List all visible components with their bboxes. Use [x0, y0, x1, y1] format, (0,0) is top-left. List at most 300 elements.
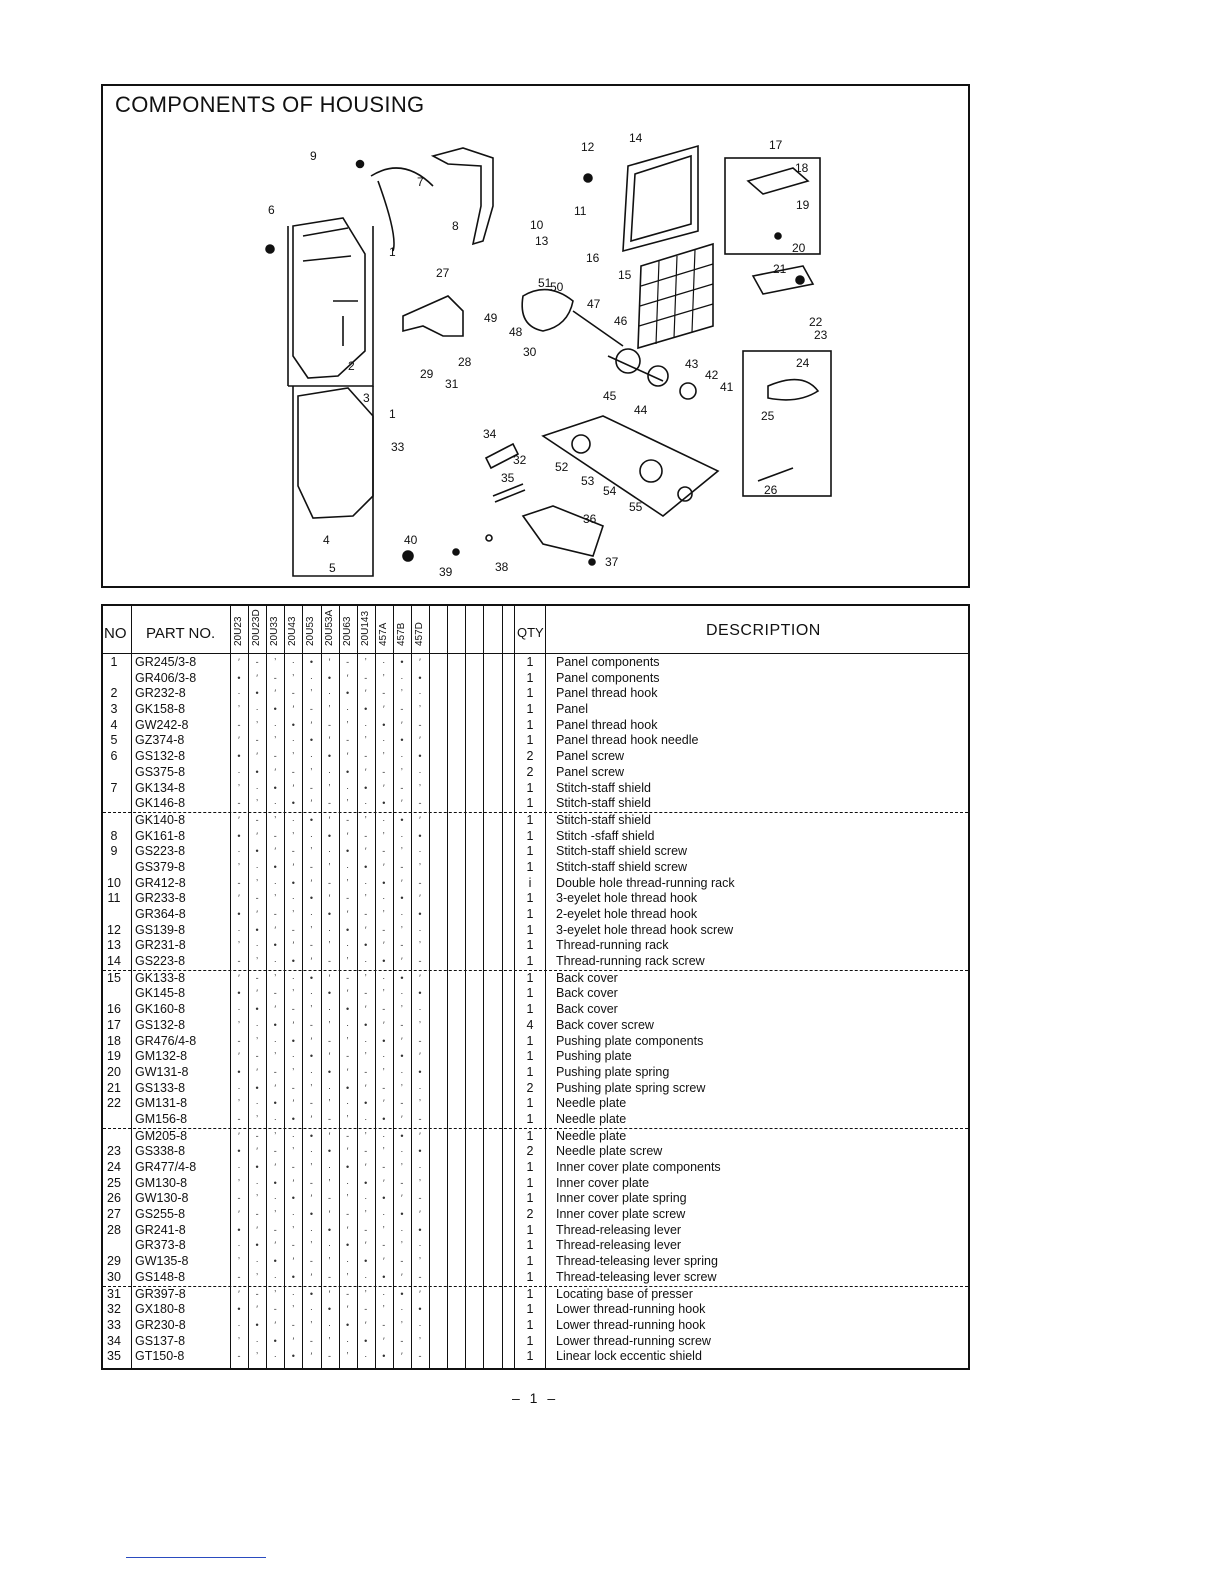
quantity: 1 — [526, 1128, 534, 1143]
model-mark: · — [273, 877, 277, 888]
row-number: 6 — [110, 749, 118, 764]
callout-44: 44 — [634, 403, 648, 417]
model-mark: ‐ — [273, 1146, 277, 1157]
model-mark: • — [418, 830, 422, 841]
table-row — [103, 718, 968, 734]
model-mark: • — [327, 988, 332, 999]
model-mark: · — [346, 1019, 350, 1030]
model-mark: ʼ — [400, 924, 403, 935]
model-mark: ‐ — [291, 766, 295, 777]
row-number: 17 — [107, 1017, 121, 1032]
part-number: GM205-8 — [135, 1128, 188, 1143]
description: Thread-running rack screw — [556, 954, 705, 969]
model-mark: • — [309, 1051, 313, 1062]
model-mark: ʼ — [364, 1130, 367, 1141]
model-mark: ʼ — [364, 1288, 367, 1299]
bottom-rule — [126, 1557, 266, 1558]
model-mark: ′ — [256, 1224, 258, 1235]
model-mark: · — [328, 688, 331, 699]
model-mark: ʼ — [346, 1035, 349, 1046]
callout-14: 14 — [629, 131, 643, 145]
model-mark: • — [291, 877, 295, 888]
model-mark: · — [237, 924, 241, 935]
model-mark: · — [237, 688, 241, 699]
model-mark: • — [327, 1224, 332, 1235]
part-number: GK160-8 — [135, 1002, 186, 1017]
model-mark: ‐ — [309, 782, 313, 793]
model-mark: · — [309, 751, 313, 762]
part-number: GK133-8 — [135, 970, 186, 985]
model-mark: ′ — [364, 1240, 367, 1251]
callout-9: 9 — [310, 149, 317, 163]
callout-24: 24 — [796, 356, 810, 370]
model-mark: ‐ — [382, 1319, 386, 1330]
model-mark: ′ — [346, 1066, 349, 1077]
quantity: 1 — [526, 1333, 534, 1348]
model-header: 20U53A — [323, 609, 335, 646]
model-header: 20U33 — [269, 616, 281, 646]
model-mark: ‐ — [309, 1177, 313, 1188]
model-mark: · — [237, 1004, 241, 1015]
callout-30: 30 — [523, 345, 537, 359]
quantity: 1 — [526, 891, 534, 906]
model-mark: · — [237, 1162, 241, 1172]
model-header: 20U23 — [233, 616, 244, 646]
model-mark: ′ — [401, 956, 403, 967]
model-mark: · — [328, 924, 331, 935]
row-number: 35 — [107, 1349, 121, 1364]
model-mark: ‐ — [255, 1209, 259, 1220]
model-mark: ‐ — [328, 1193, 331, 1204]
model-mark: · — [382, 1130, 386, 1141]
quantity: 1 — [526, 1049, 534, 1064]
model-mark: · — [400, 988, 404, 999]
model-mark: • — [309, 735, 313, 746]
table-row — [103, 702, 968, 718]
model-mark: ′ — [292, 1256, 295, 1267]
model-mark: ‐ — [382, 766, 386, 777]
model-mark: · — [382, 972, 386, 983]
model-mark: · — [382, 1051, 386, 1062]
parts-table — [101, 604, 970, 1370]
staff-shield-part — [371, 168, 433, 251]
model-mark: ′ — [419, 1288, 421, 1299]
part-number: GR245/3-8 — [135, 655, 197, 669]
model-mark: ′ — [256, 751, 258, 762]
row-number: 23 — [107, 1144, 121, 1159]
callout-51: 51 — [538, 276, 552, 290]
description: Pushing plate components — [556, 1033, 704, 1048]
model-mark: • — [327, 1066, 332, 1077]
model-mark: ʼ — [238, 1019, 240, 1030]
model-mark: ′ — [346, 830, 349, 841]
description: Lower thread-running screw — [556, 1333, 711, 1348]
row-number: 28 — [107, 1222, 121, 1237]
model-mark: • — [364, 1019, 368, 1030]
mechanism-part — [522, 290, 573, 331]
callout-10: 10 — [530, 218, 544, 232]
model-mark: ʼ — [310, 846, 313, 857]
row-number: 26 — [107, 1191, 121, 1206]
description: Inner cover plate — [556, 1175, 650, 1190]
model-mark: · — [400, 909, 404, 919]
callout-40: 40 — [404, 533, 418, 547]
model-mark: ‐ — [309, 1335, 313, 1346]
model-mark: ʼ — [310, 1004, 313, 1015]
model-mark: ʼ — [328, 782, 331, 793]
model-mark: · — [291, 657, 295, 667]
model-mark: ‐ — [309, 1098, 313, 1109]
part-number: GX180-8 — [135, 1302, 186, 1317]
model-mark: • — [291, 1035, 295, 1046]
model-mark: • — [418, 909, 422, 919]
description: Lower thread-running hook — [556, 1302, 706, 1317]
model-mark: ‐ — [328, 719, 331, 730]
quantity: 1 — [526, 907, 534, 921]
model-mark: ‐ — [418, 956, 422, 967]
model-mark: ′ — [346, 1224, 349, 1235]
table-row — [103, 1129, 968, 1145]
model-mark: ‐ — [382, 1162, 386, 1172]
model-mark: · — [291, 814, 295, 825]
model-mark: ʼ — [328, 1019, 331, 1030]
model-mark: ʼ — [346, 1351, 349, 1362]
description: 3-eyelet hole thread hook — [556, 891, 698, 906]
model-mark: · — [400, 830, 404, 841]
model-mark: · — [400, 1304, 404, 1315]
model-mark: • — [346, 1319, 350, 1330]
model-mark: ‐ — [346, 657, 350, 667]
description: Back cover — [556, 986, 618, 1001]
quantity: 2 — [526, 1080, 534, 1095]
quantity: 1 — [526, 1286, 534, 1301]
model-mark: ʼ — [238, 1256, 240, 1267]
callout-37: 37 — [605, 555, 619, 569]
model-mark: • — [255, 924, 259, 935]
part-number: GW131-8 — [135, 1064, 189, 1079]
model-mark: · — [364, 877, 368, 888]
row-number: 25 — [107, 1175, 121, 1190]
description: Panel components — [556, 670, 660, 685]
model-mark: ʼ — [274, 972, 277, 983]
row-number: 34 — [107, 1333, 121, 1348]
row-number: 18 — [107, 1033, 121, 1048]
model-mark: ′ — [292, 1098, 295, 1109]
model-mark: ‐ — [418, 1035, 422, 1046]
table-row — [103, 1334, 968, 1350]
model-mark: ′ — [419, 1051, 421, 1062]
quantity: 1 — [526, 922, 534, 937]
table-row — [103, 765, 968, 781]
model-mark: ′ — [274, 1240, 277, 1251]
model-mark: ‐ — [328, 798, 331, 809]
model-mark: ′ — [401, 877, 403, 888]
model-mark: ′ — [364, 1082, 367, 1093]
model-mark: ′ — [274, 1004, 277, 1015]
header-no: NO — [104, 625, 127, 642]
table-body — [103, 655, 968, 1365]
callout-43: 43 — [685, 357, 699, 371]
model-mark: · — [382, 893, 386, 904]
callout-50: 50 — [550, 280, 564, 294]
model-mark: ʼ — [238, 704, 240, 715]
model-mark: ′ — [382, 940, 385, 951]
model-mark: · — [291, 972, 295, 983]
model-mark: ‐ — [255, 735, 259, 746]
model-mark: • — [237, 672, 241, 683]
table-row — [103, 829, 968, 845]
model-mark: ‐ — [291, 1319, 295, 1330]
model-mark: ‐ — [328, 877, 331, 888]
model-mark: ʼ — [346, 1193, 349, 1204]
model-mark: ′ — [419, 1130, 421, 1141]
model-mark: • — [400, 1051, 404, 1062]
model-mark: ′ — [328, 1209, 331, 1220]
model-mark: ‐ — [364, 1066, 368, 1077]
model-mark: ′ — [292, 704, 295, 715]
model-mark: ‐ — [237, 1035, 241, 1046]
model-mark: ′ — [364, 688, 367, 699]
lever-part — [403, 296, 463, 336]
model-mark: ʼ — [400, 1004, 403, 1015]
model-mark: ‐ — [237, 1351, 241, 1362]
model-mark: · — [273, 1113, 277, 1124]
model-mark: ′ — [401, 1113, 403, 1124]
callout-1: 1 — [389, 407, 396, 421]
model-mark: ‐ — [328, 1271, 331, 1282]
model-header: 20U53 — [305, 616, 317, 646]
description: Inner cover plate components — [556, 1160, 721, 1174]
model-mark: · — [255, 1256, 259, 1267]
description: Back cover — [556, 970, 618, 985]
model-mark: • — [327, 1146, 332, 1157]
model-mark: • — [418, 988, 422, 999]
description: Pushing plate spring — [556, 1064, 670, 1079]
model-mark: ʼ — [419, 940, 421, 951]
model-mark: · — [273, 1271, 277, 1282]
row-number: 33 — [107, 1317, 121, 1332]
model-mark: ʼ — [292, 1224, 295, 1235]
row-number: 7 — [110, 780, 118, 795]
part-number: GR231-8 — [135, 938, 186, 953]
model-mark: ʼ — [400, 766, 403, 777]
part-number: GS132-8 — [135, 749, 186, 764]
model-mark: ʼ — [400, 688, 403, 699]
model-mark: ʼ — [292, 830, 295, 841]
model-mark: ′ — [401, 1035, 403, 1046]
model-mark: • — [291, 1113, 295, 1124]
quantity: 1 — [526, 655, 534, 669]
model-mark: • — [255, 1082, 259, 1093]
callout-20: 20 — [792, 241, 806, 255]
model-mark: • — [364, 940, 368, 951]
model-mark: ′ — [238, 1209, 240, 1220]
quantity: 1 — [526, 954, 534, 969]
model-mark: · — [309, 672, 313, 683]
model-mark: · — [273, 798, 277, 809]
model-mark: ʼ — [346, 956, 349, 967]
model-mark: • — [255, 1004, 259, 1015]
callout-13: 13 — [535, 234, 549, 248]
quantity: 1 — [526, 1222, 534, 1237]
table-row — [103, 1349, 968, 1365]
model-mark: · — [255, 782, 259, 793]
model-header: 20U43 — [287, 616, 299, 646]
model-mark: ‐ — [237, 1193, 241, 1204]
model-mark: ′ — [238, 893, 240, 904]
page-number: – 1 – — [512, 1390, 559, 1406]
model-mark: · — [364, 1193, 368, 1204]
model-mark: ′ — [310, 956, 313, 967]
description: Stitch-staff shield — [556, 796, 651, 811]
model-mark: ʼ — [419, 1335, 421, 1346]
table-row — [103, 749, 968, 765]
model-mark: ʼ — [256, 1193, 259, 1204]
model-mark: ′ — [238, 657, 240, 667]
part-number: GS223-8 — [135, 954, 186, 969]
model-mark: • — [364, 1177, 368, 1188]
model-mark: ‐ — [309, 1019, 313, 1030]
model-mark: ′ — [292, 1177, 295, 1188]
model-mark: · — [400, 1066, 404, 1077]
description: Linear lock eccentic shield — [556, 1349, 702, 1364]
model-mark: ′ — [401, 1193, 403, 1204]
model-mark: ′ — [382, 1177, 385, 1188]
quantity: 1 — [526, 1238, 534, 1253]
model-mark: ′ — [238, 972, 240, 983]
description: Lower thread-running hook — [556, 1317, 706, 1332]
model-mark: ‐ — [364, 1146, 368, 1157]
model-mark: ‐ — [237, 719, 241, 730]
model-mark: ‐ — [255, 657, 259, 667]
model-mark: • — [273, 704, 277, 715]
model-mark: ′ — [346, 672, 349, 683]
model-mark: ‐ — [346, 1051, 350, 1062]
model-mark: ′ — [346, 751, 349, 762]
model-mark: ‐ — [291, 846, 295, 857]
model-mark: ʼ — [328, 1177, 331, 1188]
model-mark: ‐ — [346, 1209, 350, 1220]
model-mark: · — [255, 704, 259, 715]
quantity: 1 — [526, 796, 534, 811]
model-mark: · — [346, 1098, 350, 1109]
table-row — [103, 1207, 968, 1223]
model-mark: ′ — [292, 1019, 295, 1030]
callout-7: 7 — [417, 175, 424, 189]
description: 3-eyelet hole thread hook screw — [556, 922, 734, 937]
model-mark: ʼ — [400, 846, 403, 857]
table-row — [103, 1254, 968, 1270]
model-mark: · — [309, 909, 313, 919]
quantity: 1 — [526, 686, 534, 701]
model-mark: ′ — [238, 1130, 240, 1141]
model-mark: · — [273, 956, 277, 967]
model-mark: · — [237, 766, 241, 777]
model-mark: ′ — [274, 924, 277, 935]
model-mark: ʼ — [346, 798, 349, 809]
quantity: 1 — [526, 1254, 534, 1269]
quantity: 1 — [526, 859, 534, 874]
model-mark: ʼ — [310, 688, 313, 699]
model-mark: · — [255, 861, 259, 872]
model-mark: ‐ — [400, 1098, 404, 1109]
model-mark: · — [328, 1240, 331, 1251]
quantity: 1 — [526, 717, 534, 732]
model-mark: ′ — [364, 924, 367, 935]
model-mark: • — [382, 1193, 386, 1204]
callout-41: 41 — [720, 380, 734, 394]
model-mark: ‐ — [364, 830, 368, 841]
model-mark: ʼ — [382, 672, 385, 683]
model-mark: ′ — [364, 766, 367, 777]
model-mark: • — [382, 719, 386, 730]
model-mark: ‐ — [291, 1240, 295, 1251]
model-mark: ‐ — [273, 1304, 277, 1315]
callout-55: 55 — [629, 500, 643, 514]
description: Thread-teleasing lever screw — [556, 1269, 717, 1284]
model-mark: ʼ — [346, 1113, 349, 1124]
model-mark: ‐ — [382, 1004, 386, 1015]
model-mark: ‐ — [400, 704, 404, 715]
row-number: 8 — [110, 828, 118, 843]
model-mark: • — [400, 1130, 404, 1141]
model-mark: · — [273, 1193, 277, 1204]
model-mark: · — [291, 735, 295, 746]
part-number: GR233-8 — [135, 891, 186, 906]
model-mark: ‐ — [382, 924, 386, 935]
model-mark: · — [418, 1162, 422, 1172]
callout-38: 38 — [495, 560, 509, 574]
quantity: 1 — [526, 670, 534, 685]
part-number: GR364-8 — [135, 907, 186, 921]
model-mark: • — [382, 1035, 386, 1046]
table-row — [103, 1270, 968, 1287]
model-mark: ′ — [382, 1019, 385, 1030]
model-mark: ʼ — [346, 719, 349, 730]
callout-1: 1 — [389, 245, 396, 259]
model-mark: • — [346, 1240, 350, 1251]
model-mark: • — [273, 1177, 277, 1188]
model-mark: · — [418, 688, 422, 699]
callout-15: 15 — [618, 268, 632, 282]
model-mark: ′ — [328, 814, 331, 825]
model-mark: ‐ — [255, 814, 259, 825]
table-row — [103, 1002, 968, 1018]
model-mark: ‐ — [291, 924, 295, 935]
table-row — [103, 971, 968, 987]
diagram-title: COMPONENTS OF HOUSING — [115, 92, 425, 117]
description: Thread-teleasing lever spring — [556, 1254, 718, 1269]
model-mark: ʼ — [419, 782, 421, 793]
model-mark: • — [273, 861, 277, 872]
callout-47: 47 — [587, 297, 601, 311]
model-mark: ′ — [274, 1319, 277, 1330]
model-mark: ‐ — [418, 1351, 422, 1362]
model-mark: • — [418, 1304, 422, 1315]
callout-6: 6 — [268, 203, 275, 217]
row-number: 20 — [107, 1064, 121, 1079]
model-mark: ‐ — [255, 893, 259, 904]
model-mark: ‐ — [273, 672, 277, 683]
model-mark: · — [346, 782, 350, 793]
model-mark: · — [273, 719, 277, 730]
table-row — [103, 907, 968, 923]
part-number: GM131-8 — [135, 1096, 188, 1111]
row-number: 29 — [107, 1254, 121, 1269]
row-number: 5 — [110, 733, 118, 748]
quantity: 1 — [526, 702, 534, 717]
model-mark: ‐ — [237, 877, 241, 888]
